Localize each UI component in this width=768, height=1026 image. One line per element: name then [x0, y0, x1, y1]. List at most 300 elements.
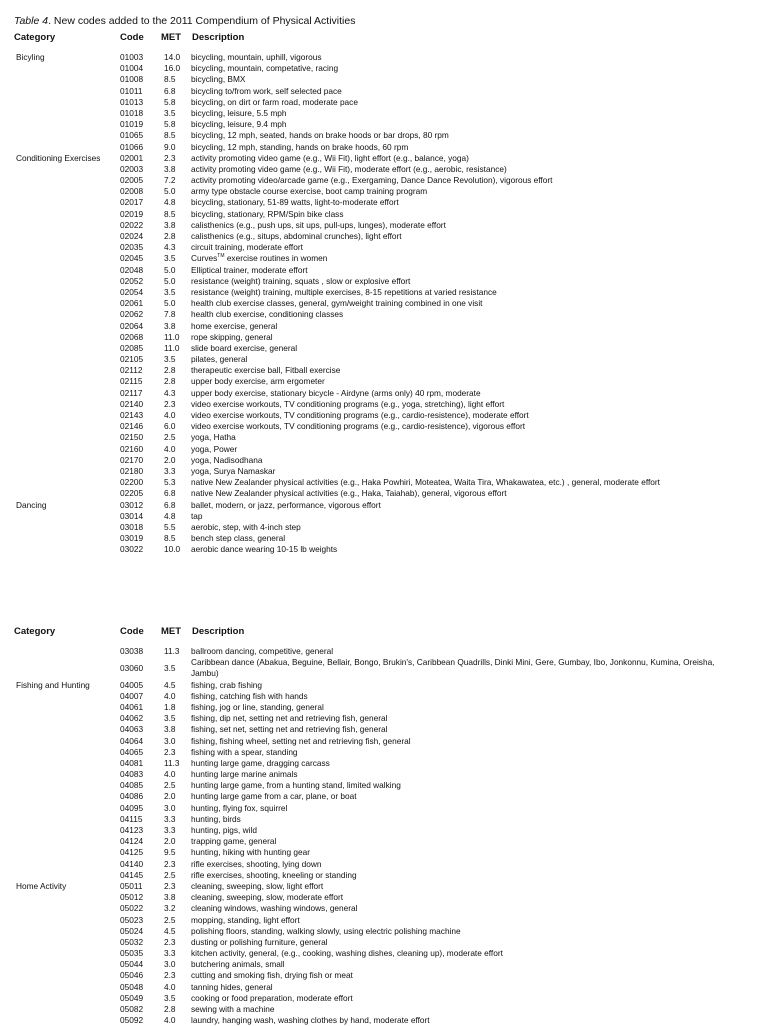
row-code: 04095: [120, 802, 144, 813]
row-met: 4.0: [164, 443, 176, 454]
table-row: [0, 691, 768, 702]
table-row: [0, 253, 768, 264]
row-description: [191, 74, 245, 85]
row-code: 01003: [120, 52, 144, 62]
header-category: Category: [14, 626, 56, 637]
table-row: [0, 175, 768, 186]
row-code: 04083: [120, 769, 144, 780]
row-description-text: hunting large game from a car, plane, or boat: [191, 791, 357, 802]
table-row: [0, 948, 768, 959]
row-description: [191, 309, 343, 320]
row-description: [191, 859, 322, 870]
row-code: 01013: [120, 96, 144, 107]
table-row: [0, 870, 768, 881]
table-row: [0, 713, 768, 724]
table-row: [0, 881, 768, 892]
row-met: 3.3: [164, 813, 176, 824]
table-row: [0, 276, 768, 287]
row-description: [191, 769, 298, 780]
table-row: [0, 500, 768, 511]
row-description-text: resistance (weight) training, multiple exercises, 8-15 repetitions at varied resistance: [191, 286, 497, 297]
table-row: [0, 915, 768, 926]
row-description-text: fishing, fishing wheel, setting net and retrieving fish, general: [191, 735, 411, 746]
row-description-text: video exercise workouts, TV conditioning programs (e.g., yoga, stretching), light effort: [191, 398, 505, 409]
table-row: [0, 1015, 768, 1026]
row-met: 4.0: [164, 769, 176, 780]
row-code: 02052: [120, 275, 144, 286]
table-row: [0, 982, 768, 993]
table-row: [0, 410, 768, 421]
row-category: Conditioning Exercises: [16, 152, 101, 163]
row-description: [191, 736, 411, 747]
row-description-text: resistance (weight) training, squats , slow or explosive effort: [191, 275, 411, 286]
row-description-text: bicycling, stationary, RPM/Spin bike class: [191, 208, 344, 219]
row-description-text: yoga, Nadisodhana: [191, 454, 263, 465]
row-description: [191, 993, 353, 1004]
row-description-text: fishing, catching fish with hands: [191, 690, 308, 701]
table-row: [0, 343, 768, 354]
table-row: [0, 164, 768, 175]
row-code: 02062: [120, 309, 144, 320]
row-description: [191, 646, 333, 657]
row-description: [191, 791, 357, 802]
row-description: [191, 253, 327, 264]
row-category: Bicyling: [16, 52, 45, 62]
table-row: [0, 153, 768, 164]
row-description-text: laundry, hanging wash, washing clothes by hand, moderate effort: [191, 1015, 430, 1026]
row-met: 2.3: [164, 936, 176, 947]
header-code: Code: [120, 626, 144, 637]
row-description-text: upper body exercise, stationary bicycle - Airdyne (arms only) 40 rpm, moderate: [191, 387, 481, 398]
row-description: [191, 488, 507, 499]
row-met: 2.8: [164, 231, 176, 241]
row-description: [191, 119, 286, 130]
row-met: 3.8: [164, 724, 176, 735]
row-met: 5.0: [164, 264, 176, 275]
row-description: [191, 477, 660, 488]
row-description: [191, 758, 330, 769]
row-description: [191, 702, 324, 713]
table-row: [0, 309, 768, 320]
table-row: [0, 814, 768, 825]
row-met: 4.5: [164, 679, 176, 690]
row-met: 9.5: [164, 847, 176, 858]
row-met: 8.5: [164, 74, 176, 85]
row-code: 01019: [120, 119, 144, 130]
table-row: [0, 522, 768, 533]
row-met: 3.8: [164, 320, 176, 331]
table-row: [0, 477, 768, 488]
row-met: 3.3: [164, 948, 176, 959]
row-description-text: home exercise, general: [191, 320, 278, 331]
row-met: 3.0: [164, 959, 176, 970]
row-description: [191, 1015, 430, 1026]
table-row: [0, 903, 768, 914]
row-description: [191, 511, 203, 522]
row-description: [191, 814, 241, 825]
row-description-text: cleaning windows, washing windows, general: [191, 903, 358, 914]
table-row: [0, 680, 768, 691]
row-description: [191, 892, 343, 903]
row-code: 03038: [120, 646, 144, 656]
row-description: [191, 63, 338, 74]
row-met: 3.0: [164, 735, 176, 746]
row-code: 01065: [120, 130, 144, 141]
row-met: 5.8: [164, 96, 176, 107]
row-met: 3.8: [164, 163, 176, 174]
row-description: [191, 209, 343, 220]
row-code: 01008: [120, 74, 144, 85]
row-description: [191, 522, 301, 533]
row-description: [191, 108, 286, 119]
table-row: [0, 119, 768, 130]
row-met: 6.0: [164, 421, 176, 432]
row-description: [191, 142, 408, 153]
row-code: 04007: [120, 690, 144, 701]
row-met: 2.8: [164, 376, 176, 387]
row-code: 02068: [120, 331, 144, 342]
table-row: [0, 724, 768, 735]
row-met: 8.5: [164, 130, 176, 141]
row-code: 02008: [120, 186, 144, 197]
row-description: [191, 343, 297, 354]
row-code: 04065: [120, 746, 144, 757]
row-code: 05082: [120, 1004, 144, 1015]
row-code: 02019: [120, 208, 144, 219]
row-met: 3.8: [164, 219, 176, 230]
table-row: [0, 388, 768, 399]
row-code: 04085: [120, 780, 144, 791]
row-met: 9.0: [164, 141, 176, 152]
row-code: 01066: [120, 141, 144, 152]
row-description-text: yoga, Hatha: [191, 432, 236, 443]
row-description-text: hunting large marine animals: [191, 769, 298, 780]
row-code: 04063: [120, 724, 144, 735]
row-description: [191, 175, 552, 186]
row-description-text: hunting, birds: [191, 813, 241, 824]
table-row: [0, 399, 768, 410]
row-description: [191, 680, 262, 691]
row-description-text: slide board exercise, general: [191, 342, 298, 353]
table-row: [0, 63, 768, 74]
header-code: Code: [120, 32, 144, 43]
header-description: Description: [192, 32, 245, 43]
row-description-text: circuit training, moderate effort: [191, 242, 303, 253]
row-description-text: yoga, Surya Namaskar: [191, 465, 276, 476]
row-description: [191, 657, 731, 679]
row-met: 5.0: [164, 298, 176, 309]
header-description: Description: [192, 626, 245, 637]
row-met: 6.8: [164, 488, 176, 499]
row-code: 05011: [120, 880, 143, 891]
row-met: 3.5: [164, 107, 176, 118]
row-code: 02054: [120, 286, 144, 297]
row-met: 2.8: [164, 1004, 176, 1015]
row-code: 02205: [120, 488, 144, 499]
row-description-text: video exercise workouts, TV conditioning programs (e.g., cardio-resistence), moderate effort: [191, 410, 529, 420]
row-description: [191, 533, 285, 544]
row-description-text: bicycling, BMX: [191, 74, 246, 85]
row-code: 02160: [120, 443, 144, 454]
row-met: 4.0: [164, 690, 176, 701]
row-description-text: bicycling, mountain, competative, racing: [191, 63, 339, 74]
row-code: 04123: [120, 825, 144, 836]
row-code: 03018: [120, 521, 144, 532]
row-met: 4.5: [164, 925, 176, 936]
row-description-text: Curves: [191, 253, 218, 264]
row-description-text: activity promoting video game (e.g., Wii Fit), moderate effort (e.g., aerobic, resistance): [191, 163, 507, 174]
row-code: 02180: [120, 465, 144, 476]
row-met: 11.3: [164, 646, 180, 656]
row-code: 05035: [120, 948, 144, 959]
row-met: 6.8: [164, 85, 176, 96]
row-description-text: tap: [191, 510, 203, 521]
table-row: [0, 220, 768, 231]
table-row: [0, 780, 768, 791]
row-description-text: fishing, jog or line, standing, general: [191, 701, 324, 712]
row-code: 02064: [120, 320, 144, 331]
row-met: 2.3: [164, 970, 176, 981]
row-description-text: fishing with a spear, standing: [191, 746, 298, 757]
table-row: [0, 376, 768, 387]
row-description-text: health club exercise classes, general, gym/weight training combined in one visit: [191, 298, 483, 309]
table-row: [0, 747, 768, 758]
row-met: 2.0: [164, 454, 176, 465]
row-code: 03019: [120, 533, 144, 544]
table-row: [0, 142, 768, 153]
row-met: 3.5: [164, 662, 176, 673]
row-description-text: native New Zealander physical activities (e.g., Haka Powhiri, Moteatea, Waita Tira, Whakawatea, etc.) , general, moderate effort: [191, 477, 660, 488]
row-description-text: yoga, Power: [191, 443, 238, 454]
row-met: 11.3: [164, 757, 180, 768]
row-description: [191, 265, 308, 276]
row-description-text: polishing floors, standing, walking slowly, using electric polishing machine: [191, 925, 461, 936]
row-code: 04124: [120, 836, 144, 847]
table-row: [0, 791, 768, 802]
row-code: 02045: [120, 253, 144, 264]
table-row: [0, 926, 768, 937]
row-description: [191, 982, 273, 993]
row-met: 5.3: [164, 477, 176, 488]
row-description: [191, 186, 427, 197]
row-met: 6.8: [164, 499, 176, 510]
row-description: [191, 1004, 274, 1015]
table-row: [0, 52, 768, 63]
row-description: [191, 97, 358, 108]
row-description-text: cleaning, sweeping, slow, light effort: [191, 880, 324, 891]
row-category: Home Activity: [16, 880, 67, 891]
row-met: 7.8: [164, 309, 176, 320]
row-met: 2.5: [164, 432, 176, 443]
row-code: 02048: [120, 264, 144, 275]
table-caption-label: Table 4: [14, 15, 49, 27]
row-code: 03022: [120, 544, 144, 555]
table-row: [0, 847, 768, 858]
table-row: [0, 432, 768, 443]
row-met: 4.0: [164, 1015, 176, 1026]
row-description: [191, 242, 303, 253]
row-description-text: army type obstacle course exercise, boot camp training program: [191, 186, 428, 197]
row-code: 05046: [120, 970, 144, 981]
row-met: 4.0: [164, 981, 176, 992]
row-description: [191, 376, 325, 387]
table-row: [0, 97, 768, 108]
row-description-text: cooking or food preparation, moderate effort: [191, 992, 353, 1003]
row-code: 04061: [120, 701, 144, 712]
row-met: 5.0: [164, 275, 176, 286]
row-description-text: bicycling, leisure, 5.5 mph: [191, 107, 287, 118]
row-description: [191, 52, 322, 63]
row-description-text: fishing, set net, setting net and retrieving fish, general: [191, 724, 388, 735]
row-description-text: hunting large game, from a hunting stand, limited walking: [191, 780, 401, 791]
row-description: [191, 388, 481, 399]
row-description: [191, 948, 503, 959]
row-code: 02035: [120, 242, 144, 253]
row-code: 04145: [120, 869, 144, 880]
row-code: 02005: [120, 175, 144, 186]
row-description-text: cutting and smoking fish, drying fish or meat: [191, 970, 353, 981]
row-met: 14.0: [164, 52, 181, 62]
table-row: [0, 287, 768, 298]
row-description-text: rifle exercises, shooting, lying down: [191, 858, 322, 869]
row-description-text: bicycling, on dirt or farm road, moderate pace: [191, 96, 358, 107]
table-row: [0, 646, 768, 657]
table-row: [0, 86, 768, 97]
table-row: [0, 197, 768, 208]
row-met: 4.8: [164, 197, 176, 208]
row-code: 02001: [120, 152, 144, 163]
row-met: 2.0: [164, 836, 176, 847]
table-row: [0, 242, 768, 253]
table-row: [0, 231, 768, 242]
row-met: 3.8: [164, 892, 176, 903]
table-row: [0, 298, 768, 309]
row-code: 04064: [120, 735, 144, 746]
row-description: [191, 803, 287, 814]
row-met: 2.3: [164, 398, 176, 409]
row-description: [191, 780, 401, 791]
row-description-text: rifle exercises, shooting, kneeling or standing: [191, 869, 357, 880]
row-description: [191, 466, 275, 477]
row-description: [191, 153, 469, 164]
row-description: [191, 500, 381, 511]
table-row: [0, 544, 768, 555]
row-description-text: exercise routines in women: [224, 253, 328, 264]
row-code: 02146: [120, 421, 144, 432]
row-description: [191, 399, 504, 410]
row-description-text: fishing, dip net, setting net and retrieving fish, general: [191, 713, 388, 724]
row-code: 02017: [120, 197, 144, 208]
row-met: 3.2: [164, 903, 176, 914]
row-description-text: bicycling to/from work, self selected pace: [191, 85, 342, 96]
row-code: 02140: [120, 398, 144, 409]
row-description-text: kitchen activity, general, (e.g., cooking, washing dishes, cleaning up), moderate effort: [191, 948, 503, 959]
row-description: [191, 970, 353, 981]
row-description-text: Caribbean dance (Abakua, Beguine, Bellair, Bongo, Brukin's, Caribbean Quadrills, Dinki Mini, Gere, Gumbay, Ibo, Jonkonnu, Kumina, Oreisha, Jambu): [191, 657, 715, 679]
table-row: [0, 803, 768, 814]
row-code: 02105: [120, 354, 144, 365]
row-description: [191, 164, 507, 175]
row-description-text: hunting, flying fox, squirrel: [191, 802, 288, 813]
row-code: 02200: [120, 477, 144, 488]
row-description-text: bicycling, leisure, 9.4 mph: [191, 119, 287, 130]
row-description: [191, 870, 357, 881]
row-description: [191, 691, 308, 702]
table-row: [0, 859, 768, 870]
row-description: [191, 455, 263, 466]
row-description-text: hunting, hiking with hunting gear: [191, 847, 311, 858]
row-category: Dancing: [16, 499, 47, 510]
row-description: [191, 354, 247, 365]
row-description: [191, 825, 257, 836]
table-row: [0, 321, 768, 332]
row-description-text: native New Zealander physical activities (e.g., Haka, Taiahab), general, vigorous effort: [191, 488, 507, 499]
row-code: 04086: [120, 791, 144, 802]
row-description-text: video exercise workouts, TV conditioning programs (e.g., cardio-resistence), vigorous effort: [191, 421, 526, 432]
table-caption: [14, 15, 355, 27]
row-description-text: activity promoting video/arcade game (e.g., Exergaming, Dance Dance Revolution), vigorous effort: [191, 175, 553, 186]
table-row: [0, 265, 768, 276]
row-description: [191, 365, 340, 376]
row-description: [191, 220, 446, 231]
row-description: [191, 926, 461, 937]
table1-body: [0, 52, 768, 555]
table-row: [0, 354, 768, 365]
row-description: [191, 130, 449, 141]
row-code: 04115: [120, 813, 143, 824]
table-row: [0, 209, 768, 220]
row-description-text: bicycling, 12 mph, standing, hands on brake hoods, 60 rpm: [191, 141, 409, 152]
row-met: 1.8: [164, 701, 176, 712]
row-met: 3.3: [164, 825, 176, 836]
row-code: 04005: [120, 679, 144, 690]
row-description: [191, 747, 298, 758]
row-met: 4.8: [164, 510, 176, 521]
table-row: [0, 488, 768, 499]
row-description: [191, 836, 276, 847]
row-code: 03014: [120, 510, 144, 521]
table-row: [0, 74, 768, 85]
row-description: [191, 959, 285, 970]
row-code: 05012: [120, 892, 144, 903]
row-code: 02150: [120, 432, 144, 443]
row-met: 7.2: [164, 175, 176, 186]
row-code: 04062: [120, 713, 144, 724]
row-met: 2.5: [164, 780, 176, 791]
row-code: 02003: [120, 163, 144, 174]
row-description-text: aerobic dance wearing 10-15 lb weights: [191, 544, 338, 555]
row-description-text: hunting large game, dragging carcass: [191, 757, 330, 768]
row-code: 03012: [120, 499, 144, 510]
row-description-text: fishing, crab fishing: [191, 679, 263, 690]
table-row: [0, 769, 768, 780]
row-description-text: rope skipping, general: [191, 331, 273, 342]
row-description: [191, 847, 310, 858]
row-description-text: cleaning, sweeping, slow, moderate effort: [191, 892, 344, 903]
row-description-text: dusting or polishing furniture, general: [191, 936, 328, 947]
table-row: [0, 657, 768, 679]
row-description-text: trapping game, general: [191, 836, 277, 847]
row-met: 2.8: [164, 365, 176, 376]
header-met: MET: [161, 626, 182, 637]
row-description: [191, 298, 482, 309]
header-met: MET: [161, 32, 182, 43]
row-met: 2.0: [164, 791, 176, 802]
row-code: 02117: [120, 387, 143, 398]
row-code: 02112: [120, 365, 143, 376]
row-description-text: bench step class, general: [191, 533, 286, 544]
row-description-text: sewing with a machine: [191, 1004, 275, 1015]
